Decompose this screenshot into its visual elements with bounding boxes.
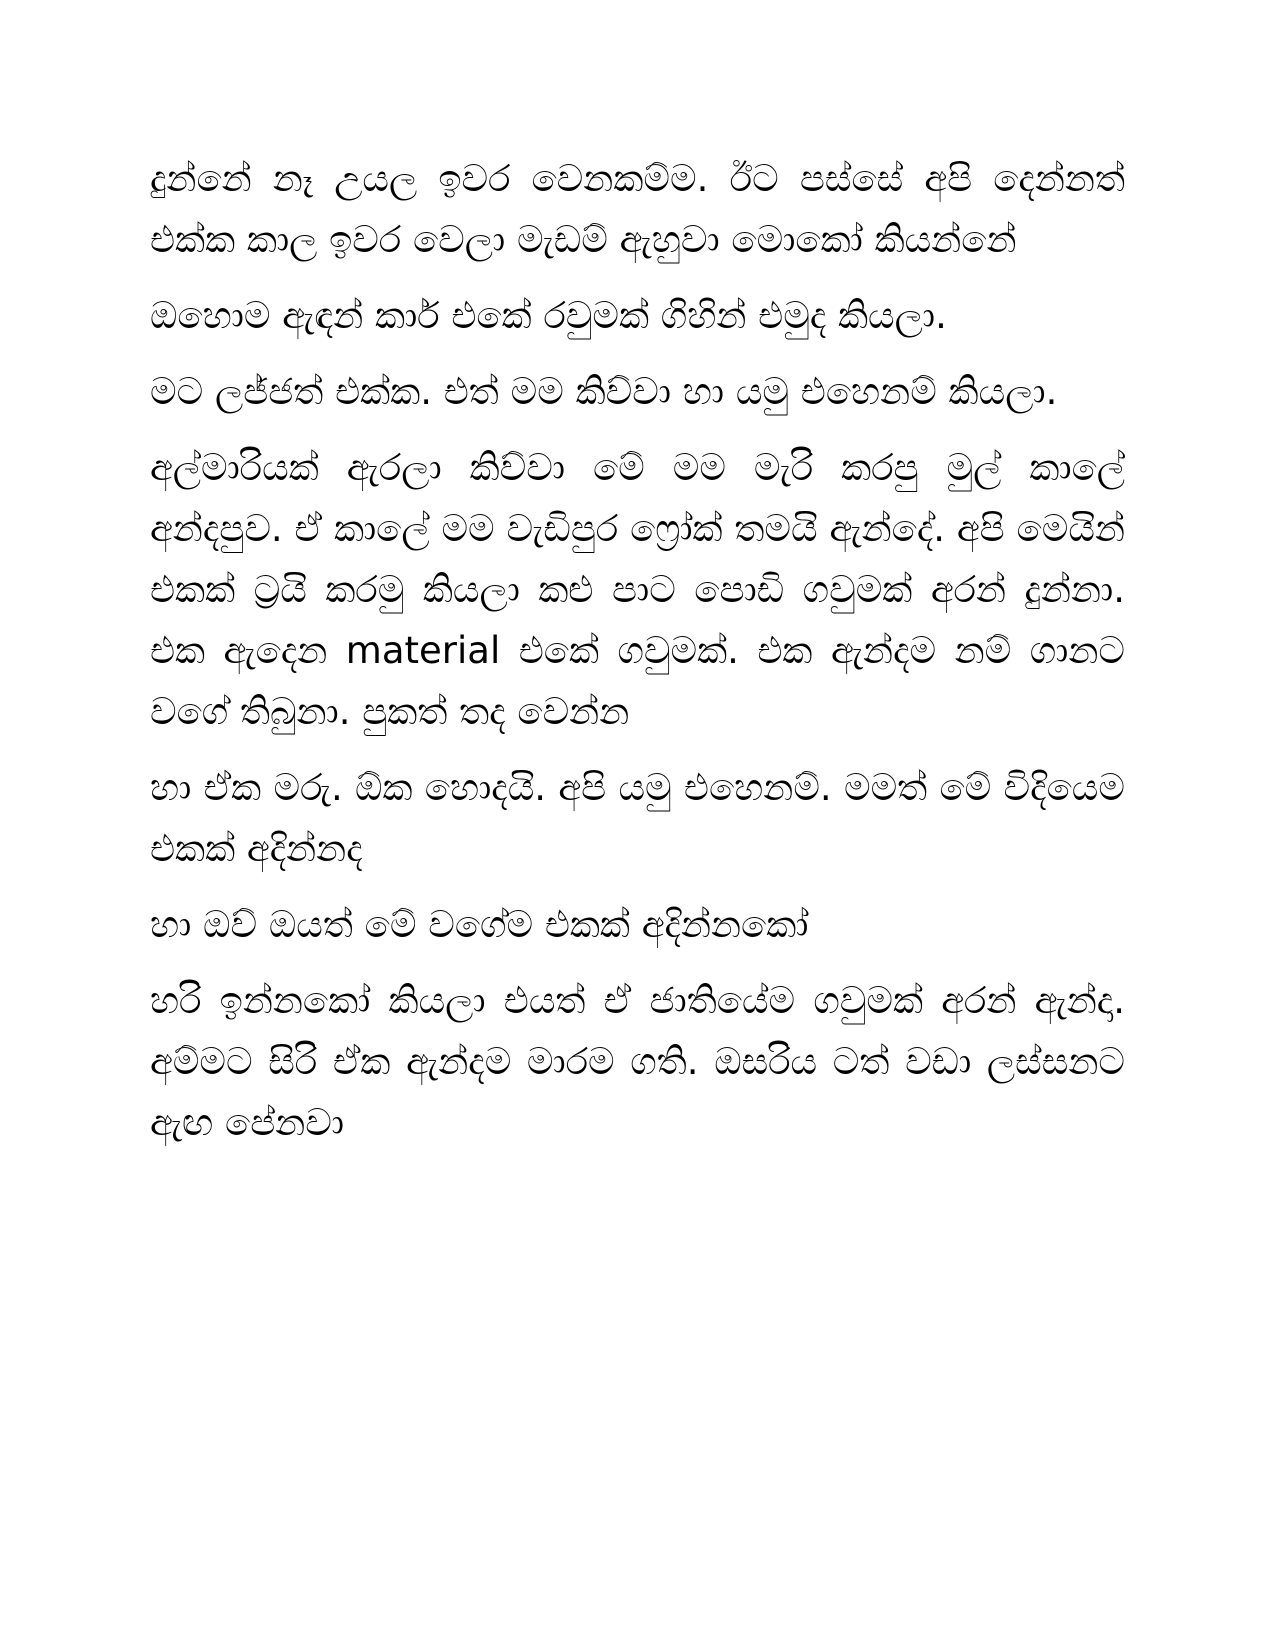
paragraph-6: හා ඔව් ඔයත් මේ වගේම එකක් අදින්නකෝ bbox=[150, 903, 809, 946]
paragraph-4: අල්මාරියක් ඇරලා කිව්වා මේ මම මැරි කරපු මුල් කාලේ අන්දපුව. ඒ කාලේ මම වැඩිපුර ෆ්‍රෝක් තමයි ඇන්දේ. අපි මෙයින් එකක් ට්‍රයි කරමු කියලා කළු පාට පොඩි ගවුමක් අරන් දුන්නා. එක ඇදෙන material එකේ ගවුමක්. එක ඇන්දම නම් ගානට වගේ තිබුනා. පුකත් තද වෙන්න bbox=[150, 446, 1125, 733]
paragraph-7: හරි ඉන්නකෝ කියලා එයත් ඒ ජාතියේම ගවුමක් අරන් ඇන්දා. අම්මට සිරි ඒක ඇන්දම මාරම ගති. ඔසරිය ටත් වඩා ලස්සනට ඇඟ පේනවා bbox=[150, 979, 1125, 1144]
paragraph-2: ඔහොම ඇඳන් කාර් එකේ රවුමක් ගිහින් එමුද කියලා. bbox=[150, 294, 947, 337]
body-text bbox=[150, 148, 1125, 1168]
paragraph-1: දුන්නේ නෑ උයල ඉවර වෙනකම්ම. ඊට පස්සේ අපි දෙන්නත් එක්ක කාල ඉවර වෙලා මැඩම් ඇහුවා මොකෝ කියන්නේ bbox=[150, 157, 1125, 261]
paragraph-3: මට ලජ්ජත් එක්ක. එත් මම කිව්වා හා යමු එහෙනම් කියලා. bbox=[150, 370, 1058, 413]
paragraph-5: හා ඒක මරු. ඕක හොදයි. අපි යමු එහෙනම්. මමත් මේ විදියෙම එකක් අදින්නද bbox=[150, 766, 1125, 870]
